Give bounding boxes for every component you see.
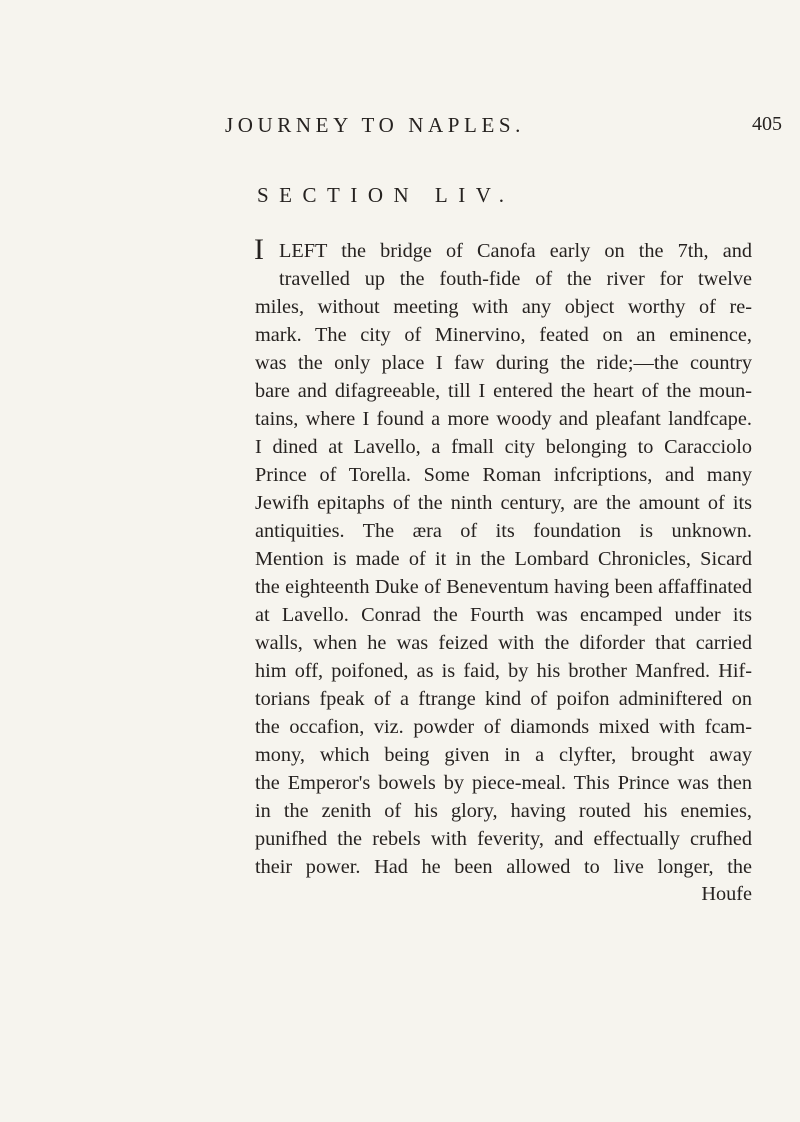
- text-line: travelled up the fouth-fide of the river for twelve: [279, 268, 752, 290]
- text-line: miles, without meeting with any object worthy of re-: [255, 296, 752, 318]
- text-line: the occafion, viz. powder of diamonds mixed with fcam-: [255, 716, 752, 738]
- text-line: torians fpeak of a ftrange kind of poifon adminiftered on: [255, 688, 752, 710]
- text-line: LEFT the bridge of Canofa early on the 7th, and: [279, 240, 752, 262]
- text-line: punifhed the rebels with feverity, and effectually crufhed: [255, 828, 752, 850]
- text-line: tains, where I found a more woody and pleafant landfcape.: [255, 408, 752, 430]
- text-line: Prince of Torella. Some Roman infcriptions, and many: [255, 464, 752, 486]
- drop-cap-initial: I: [254, 233, 264, 266]
- text-line: mony, which being given in a clyfter, brought away: [255, 744, 752, 766]
- catchword: Houfe: [701, 883, 752, 905]
- text-line: Mention is made of it in the Lombard Chronicles, Sicard: [255, 548, 752, 570]
- text-line: antiquities. The æra of its foundation is unknown.: [255, 520, 752, 542]
- text-line: Jewifh epitaphs of the ninth century, are the amount of its: [255, 492, 752, 514]
- text-line: mark. The city of Minervino, feated on an eminence,: [255, 324, 752, 346]
- text-line: was the only place I faw during the ride;—the country: [255, 352, 752, 374]
- text-line: walls, when he was feized with the diforder that carried: [255, 632, 752, 654]
- text-line: in the zenith of his glory, having routed his enemies,: [255, 800, 752, 822]
- text-line: I dined at Lavello, a fmall city belonging to Caracciolo: [255, 436, 752, 458]
- text-line: their power. Had he been allowed to live longer, the: [255, 856, 752, 878]
- text-line: bare and difagreeable, till I entered the heart of the moun-: [255, 380, 752, 402]
- running-head-title: JOURNEY TO NAPLES.: [225, 113, 526, 137]
- text-line: him off, poifoned, as is faid, by his brother Manfred. Hif-: [255, 660, 752, 682]
- text-line: the Emperor's bowels by piece-meal. This Prince was then: [255, 772, 752, 794]
- text-line: at Lavello. Conrad the Fourth was encamped under its: [255, 604, 752, 626]
- text-line: the eighteenth Duke of Beneventum having been affaffinated: [255, 576, 752, 598]
- page-number: 405: [752, 113, 782, 135]
- section-heading: SECTION LIV.: [257, 183, 515, 207]
